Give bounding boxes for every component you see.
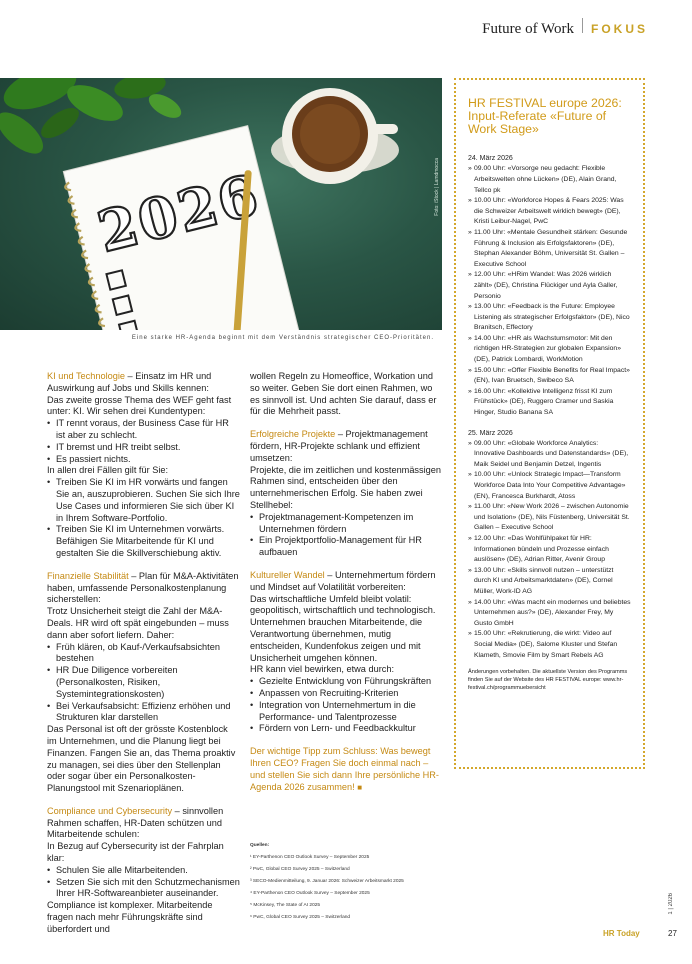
paragraph: Das Personal ist oft der grösste Kostenblock im Unternehmen, und die Planung liegt bei Finanzen. Fangen Sie an, das Thema proaktiv zu managen, sei dies über den Stellenplan oder sogar über ein Personalkosten-Planungstool mit Szenarioplänen. <box>47 724 236 794</box>
list-item: • Fördern von Lern- und Feedbackkultur <box>250 723 442 735</box>
header-divider <box>582 18 583 33</box>
list-item: • HR Due Diligence vorbereiten (Personalkosten, Risiken, Systemintegrationskosten) <box>47 665 240 700</box>
issue-number: 1 | 2026 <box>668 893 674 915</box>
bullet-list <box>250 676 442 735</box>
list-item: • IT rennt voraus, der Business Case für HR ist aber zu schlecht. <box>47 418 240 442</box>
hero-image <box>0 78 442 330</box>
bullet-list <box>47 418 240 465</box>
schedule-item: » 15.00 Uhr: «Offer Flexible Benefits for Real Impact» (EN), Ivan Bruetsch, Swibeco SA <box>468 366 631 387</box>
topic-heading-finance: Finanzielle Stabilität <box>47 570 129 581</box>
closing-tip: Der wichtige Tipp zum Schluss: Was bewegt Ihren CEO? Fragen Sie doch einmal nach – und stellen Sie sich dann Ihre persönliche HR-Agenda 2026 zusammen! <box>250 746 439 792</box>
end-mark-icon: ■ <box>357 782 363 792</box>
paragraph: In Bezug auf Cybersecurity ist der Fahrplan klar: <box>47 841 224 864</box>
list-item: • Es passiert nichts. <box>47 454 240 466</box>
text-column-left <box>47 371 240 947</box>
list-item: • Setzen Sie sich mit den Schutzmechanismen Ihrer HR-Softwareanbieter auseinander. <box>47 877 240 901</box>
schedule-item: » 10.00 Uhr: «Workforce Hopes & Fears 2025: Was die Schweizer Arbeitswelt wirklich bewegt» (DE), Kristi Leibur-Nagel, PwC <box>468 196 631 228</box>
schedule-item: » 11.00 Uhr: «New Work 2026 – zwischen Autonomie und Isolation» (DE), Nils Füstenberg, Universität St. Gallen – Executive School <box>468 502 631 534</box>
magazine-brand: HR Today <box>603 929 640 938</box>
topic-heading-ai-rest: – Einsatz im HR und Auswirkung auf Jobs und Skills kennen: <box>47 371 212 393</box>
paragraph: Compliance ist komplexer. Mitarbeitende fragen nach mehr Führungskräfte sind überfordert und <box>47 900 213 934</box>
section-label: FOKUS <box>591 22 648 36</box>
bullet-list <box>47 865 240 900</box>
paragraph: wollen Regeln zu Homeoffice, Workation und so weiter. Geben Sie dort einen Rahmen, wo es sinnvoll ist. Und achten Sie darauf, dass er für die Mehrheit passt. <box>250 371 437 417</box>
hero-illustration <box>0 78 442 330</box>
list-item: • Treiben Sie KI im Unternehmen vorwärts. Befähigen Sie Mitarbeitende für KI und gestalten Sie die Skillverschiebung aktiv. <box>47 524 240 559</box>
page-header <box>482 18 648 38</box>
event-sidebar <box>454 78 645 769</box>
schedule-item: » 10.00 Uhr: «Unlock Strategic Impact—Transform Workforce Data Into Your Competitive Advantage» (EN), Francesca Burkhardt, Atoss <box>468 470 631 502</box>
year-text: 2026 <box>91 161 267 266</box>
paragraph: Das wirtschaftliche Umfeld bleibt volatil: geopolitisch, wirtschaftlich und technologisch. Unternehmen brauchen Mitarbeitende, die Verantwortung übernehmen, mutig entscheiden, Kundenfokus zeigen und mit Unsicherheit umgehen können. <box>250 593 436 663</box>
list-item: • Schulen Sie alle Mitarbeitenden. <box>47 865 240 877</box>
coffee-cup <box>271 88 399 184</box>
list-item: • Projektmanagement-Kompetenzen im Unternehmen fördern <box>250 512 442 536</box>
topic-heading-projects-rest: – Projektmanagement fördern, HR-Projekte schlank und effizient umsetzen: <box>250 429 428 463</box>
sources-list <box>250 840 445 924</box>
topic-heading-compliance-rest: – sinnvollen Rahmen schaffen, HR-Daten schützen und Mitarbeitende schulen: <box>47 805 224 840</box>
list-item: • IT bremst und HR treibt selbst. <box>47 442 240 454</box>
schedule-item: » 09.00 Uhr: «Vorsorge neu gedacht: Flexible Arbeitswelten ohne Lücken» (DE), Alain Grand, Tellco pk <box>468 164 631 196</box>
image-caption: Eine starke HR-Agenda beginnt mit dem Verständnis strategischer CEO-Prioritäten. <box>131 335 434 341</box>
paragraph: HR kann viel bewirken, etwa durch: <box>250 664 395 675</box>
schedule-item: » 12.00 Uhr: «Das Wohlfühlpaket für HR: Informationen bündeln und Prozesse einfach auslösen» (DE), Adrian Ritter, Avenir Group <box>468 534 631 566</box>
source-item: ⁶ PwC, Global CEO Survey 2025 – Switzerland <box>250 915 351 920</box>
list-item: • Gezielte Entwicklung von Führungskräften <box>250 676 442 688</box>
text-column-middle <box>250 371 442 793</box>
schedule-item: » 09.00 Uhr: «Globale Workforce Analytics: Innovative Dashboards und Datenstandards» (DE), Maik Seidel und Benjamin Detzel, Ingentis <box>468 439 631 471</box>
paragraph: Das zweite grosse Thema des WEF geht fast unter: KI. Wir sehen drei Kundentypen: <box>47 394 232 417</box>
topic-heading-culture: Kultureller Wandel <box>250 569 325 580</box>
sidebar-title: HR FESTIVAL europe 2026: Input-Referate «Future of Work Stage» <box>468 96 622 136</box>
sidebar-note: Änderungen vorbehalten. Die aktuellste Version des Programms finden Sie auf der Website des HR FESTIVAL europe: www.hr-festival.ch/programmuebersicht <box>468 669 628 691</box>
schedule-list-day2 <box>468 439 631 661</box>
list-item: • Bei Verkaufsabsicht: Effizienz erhöhen und Strukturen klar darstellen <box>47 701 240 725</box>
schedule-list-day1 <box>468 164 631 418</box>
topic-heading-projects: Erfolgreiche Projekte <box>250 429 336 440</box>
list-item: • Anpassen von Recruiting-Kriterien <box>250 688 442 700</box>
schedule-item: » 14.00 Uhr: «HR als Wachstumsmotor: Mit den richtigen HR-Strategien zur globalen Expansion» (DE), Patrick Lombardi, WorkMotion <box>468 334 631 366</box>
list-item: • Integration von Unternehmertum in die Performance- und Talentprozesse <box>250 700 442 724</box>
schedule-item: » 13.00 Uhr: «Feedback is the Future: Employee Listening als strategischer Erfolgsfaktor» (DE), Nico Branitsch, Effectory <box>468 302 631 334</box>
list-item: • Ein Projektportfolio-Management für HR aufbauen <box>250 535 442 559</box>
paragraph: Projekte, die im zeitlichen und kostenmässigen Rahmen sind, entscheiden über den unternehmerischen Erfolg. Sie haben zwei Stellhebel: <box>250 464 441 510</box>
source-item: ² PwC, Global CEO Survey 2025 – Switzerland <box>250 867 350 872</box>
schedule-item: » 15.00 Uhr: «Rekrutierung, die wirkt: Video auf Social Media» (DE), Salome Kluster und Stefan Klameth, Smovie Film by Smart Rebels AG <box>468 629 631 661</box>
bullet-list <box>250 512 442 559</box>
day-heading: 25. März 2026 <box>468 429 513 437</box>
bullet-list <box>47 477 240 560</box>
schedule-item: » 12.00 Uhr: «HRim Wandel: Was 2026 wirklich zählt» (DE), Christina Flückiger und Ayla Galler, Personio <box>468 270 631 302</box>
list-item: • Früh klären, ob Kauf-/Verkaufsabsichten bestehen <box>47 642 240 666</box>
source-item: ³ SECO-Medienmitteilung, 9. Januar 2026: Schweizer Arbeitsmarkt 2025 <box>250 879 404 884</box>
source-item: ¹ EY-Parthenon CEO Outlook Survey – September 2025 <box>250 855 370 860</box>
list-item: • Treiben Sie KI im HR vorwärts und fangen Sie an, auszuprobieren. Suchen Sie sich Ihre Use Cases und informieren Sie sich über KI in Ihrem Software-Portfolio. <box>47 477 240 524</box>
schedule-item: » 14.00 Uhr: «Was macht ein modernes und beliebtes Unternehmen aus?» (DE), Alexander Frey, My Gusto GmbH <box>468 598 631 630</box>
paragraph: In allen drei Fällen gilt für Sie: <box>47 465 169 476</box>
topic-heading-finance-rest: – Plan für M&A-Aktivitäten haben, umfassende Personalkostenplanung sicherstellen: <box>47 570 239 605</box>
header-title: Future of Work <box>482 21 574 37</box>
day-heading: 24. März 2026 <box>468 155 513 163</box>
paragraph: Trotz Unsicherheit steigt die Zahl der M&A-Deals. HR wird oft spät eingebunden – muss dann aber sofort liefern. Daher: <box>47 606 229 640</box>
source-item: ⁴ EY-Parthenon CEO Outlook Survey – September 2025 <box>250 891 370 896</box>
topic-heading-culture-rest: – Unternehmertum fördern und Mindset auf Volatilität vorbereiten: <box>250 569 436 592</box>
topic-heading-ai: KI und Technologie <box>47 371 125 381</box>
notebook <box>61 126 301 330</box>
photo-credit: Foto: iStock | Lamdmocca <box>434 158 440 216</box>
schedule-item: » 13.00 Uhr: «Skills sinnvoll nutzen – unterstützt durch KI und Arbeitsmarktdaten» (DE), Cornel Müller, Work-ID AG <box>468 566 631 598</box>
schedule-item: » 11.00 Uhr: «Mentale Gesundheit stärken: Gesunde Führung & Inclusion als Erfolgsfaktoren» (DE), Stephan Alexander Böhm, Universität St. Gallen – Executive School <box>468 228 631 270</box>
schedule-item: » 16.00 Uhr: «Kollektive Intelligenz frisst KI zum Frühstück» (DE), Ruggero Cramer und Saskia Hinger, Studio Banana SA <box>468 387 631 419</box>
bullet-list <box>47 642 240 725</box>
page-number: 27 <box>668 929 677 938</box>
topic-heading-compliance: Compliance und Cybersecurity <box>47 805 173 816</box>
sources-title: Quellen: <box>250 843 270 848</box>
source-item: ⁵ McKinsey, The State of AI 2025 <box>250 903 321 908</box>
